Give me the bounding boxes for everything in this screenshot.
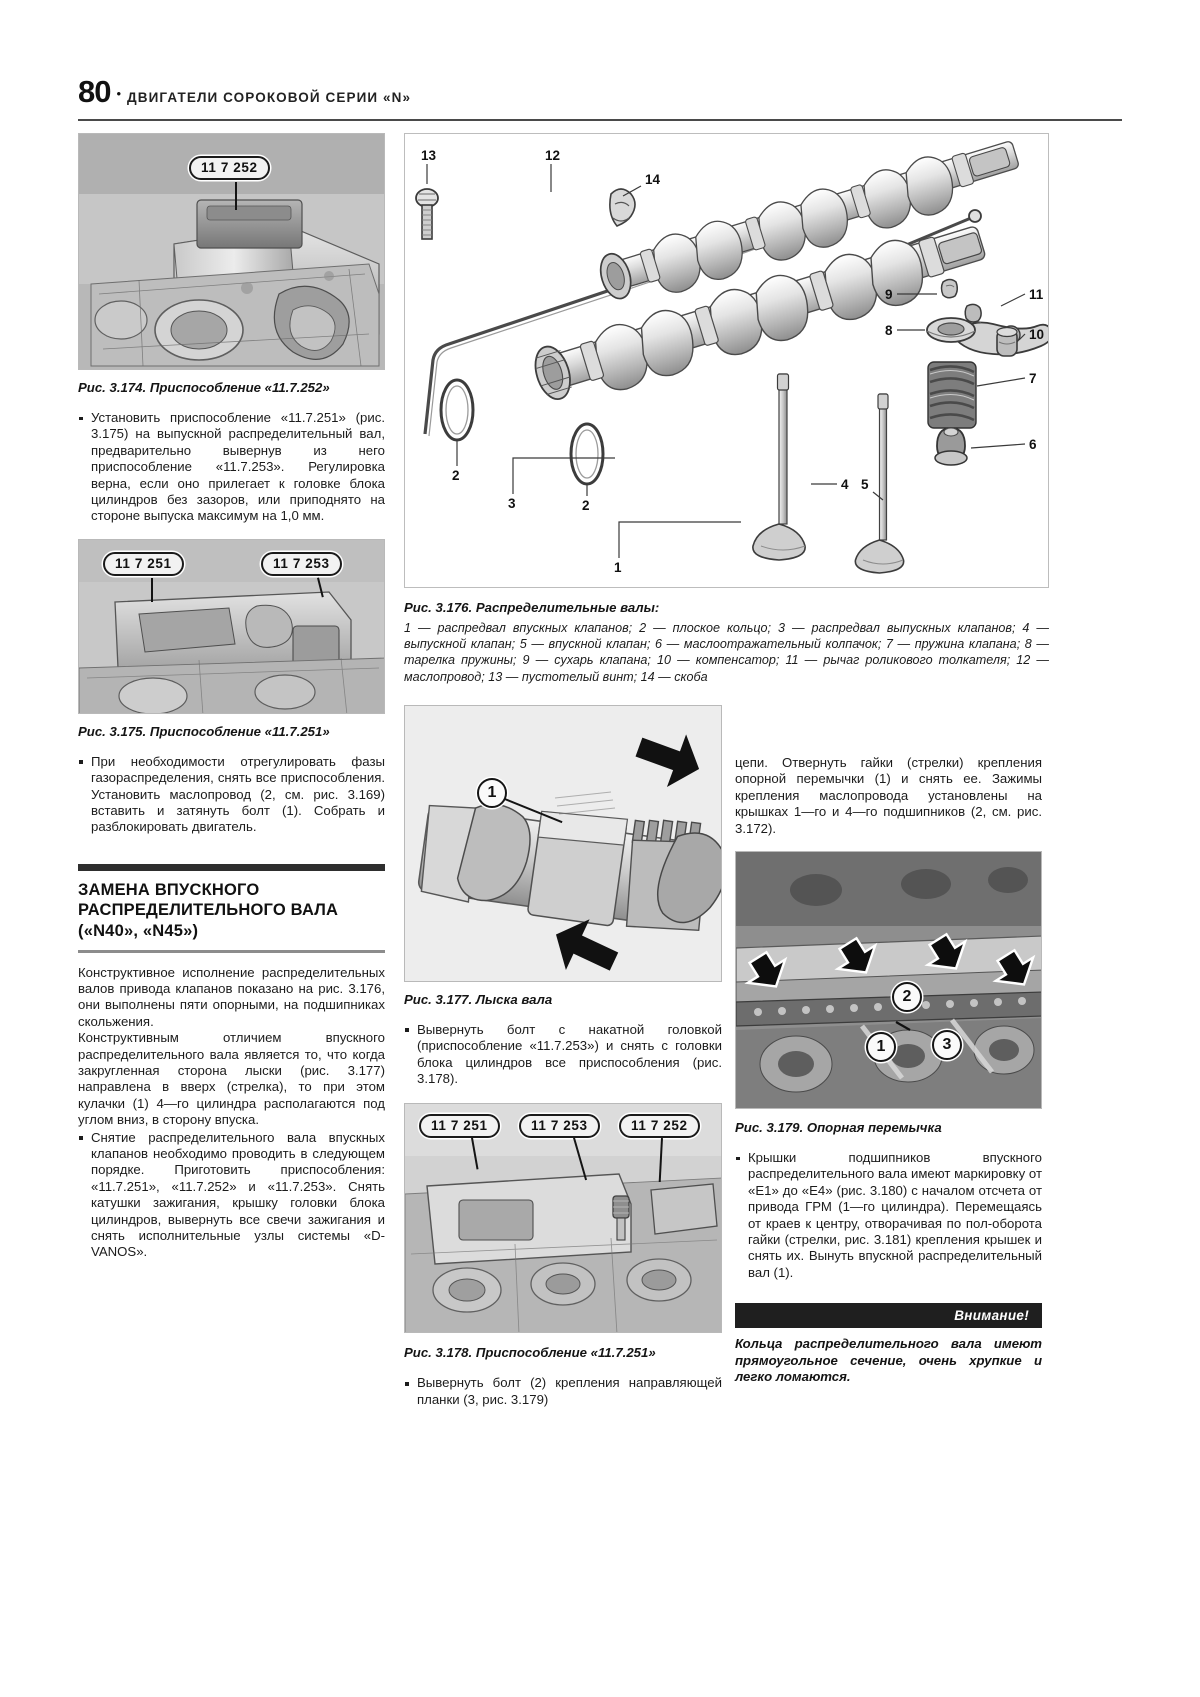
svg-text:8: 8: [885, 323, 893, 338]
header-bullet-icon: •: [116, 86, 122, 101]
svg-text:6: 6: [1029, 437, 1037, 452]
tool-label-badge: 11 7 253: [519, 1114, 600, 1138]
mid-bullet-1: Вывернуть болт с накатной головкой (приспособление «11.7.253») и снять с головки блока цилиндров все приспособления (рис. 3.178).: [404, 1022, 722, 1088]
left-column: [78, 133, 385, 1263]
svg-text:12: 12: [545, 148, 561, 163]
mid-bullet-2: Вывернуть болт (2) крепления направляющей планки (3, рис. 3.179): [404, 1375, 722, 1408]
svg-text:3: 3: [508, 496, 516, 511]
figure-3-178-photo: [404, 1103, 722, 1333]
right-bullet-1: Крышки подшипников впускного распределительного вала имеют маркировку от «Е1» до «Е4» (рис. 3.180) с началом отсчета от привода ГРМ (1—го цилиндра). Перемещаясь от краев к центру, отворачивая по пол-оборота гайки (стрелки, рис. 3.181) крепления крышек и снять их. Вынуть впускной распределительный вал (1).: [735, 1150, 1042, 1281]
warning-header-bar: [735, 1303, 1042, 1328]
svg-text:9: 9: [885, 287, 893, 302]
section-bar-top: [78, 864, 385, 871]
figure-3-177-caption: Рис. 3.177. Лыска вала: [404, 991, 553, 1007]
figure-3-175-photo: [78, 539, 385, 714]
left-paragraph-2: Конструктивным отличием впускного распределительного вала является то, что когда закругленная сторона лыски (рис. 3.177) направлена в вверх (стрелка), то при этом кулачки (1) 4—го цилиндра располагаются под углом вниз, в сторону впуска.: [78, 1030, 385, 1128]
svg-text:10: 10: [1029, 327, 1045, 342]
section-bar-bottom: [78, 950, 385, 952]
svg-text:5: 5: [861, 477, 869, 492]
figure-3-175-caption: Рис. 3.175. Приспособление «11.7.251»: [78, 723, 330, 739]
figure-3-174-caption: Рис. 3.174. Приспособление «11.7.252»: [78, 380, 330, 395]
tool-label-badge: 11 7 251: [103, 552, 184, 576]
page-header: [78, 74, 1122, 122]
section-title: ЗАМЕНА ВПУСКНОГО РАСПРЕДЕЛИТЕЛЬНОГО ВАЛА («N40», «N45»): [78, 880, 339, 940]
svg-text:7: 7: [1029, 371, 1037, 386]
warning-block: [735, 1303, 1042, 1385]
svg-text:13: 13: [421, 148, 437, 163]
page-title: ДВИГАТЕЛИ СОРОКОВОЙ СЕРИИ «N»: [127, 90, 412, 105]
tool-label-badge: 11 7 251: [419, 1114, 500, 1138]
left-bullet-2: При необходимости отрегулировать фазы газораспределения, снять все приспособления. Установить маслопровод (2, см. рис. 3.169) вставить и затянуть болт (1). Собрать и разблокировать двигатель.: [78, 754, 385, 836]
warning-text: Кольца распределительного вала имеют прямоугольное сечение, очень хрупкие и легко ломаются.: [735, 1336, 1042, 1385]
figure-3-179-image: [736, 852, 1042, 1109]
page-number: 80: [78, 74, 111, 109]
figure-3-176-diagram: [404, 133, 1049, 588]
left-bullet-1: Установить приспособление «11.7.251» (рис. 3.175) на выпускной распределительный вал, предварительно вывернув из него приспособление «11.7.253». Регулировка верна, если оно прилегает к головке блока цилиндров без зазоров, или приподнято на стороне выпуска максимум на 1,0 мм.: [78, 410, 385, 525]
callout-circle: 1: [866, 1032, 896, 1062]
callout-circle: 3: [932, 1030, 962, 1060]
left-paragraph-1: Конструктивное исполнение распределительных валов привода клапанов показано на рис. 3.176, они выполнены пяти опорными, на подшипниках скольжения.: [78, 964, 385, 1029]
section-heading-block: [78, 864, 385, 953]
tool-label-badge: 11 7 252: [189, 156, 270, 180]
svg-text:1: 1: [614, 560, 622, 575]
figure-3-176-image: [405, 134, 1049, 588]
left-bullet-3: Снятие распределительного вала впускных клапанов необходимо проводить в следующем порядке. Приготовить приспособления: «11.7.251», «11.7.252» и «11.7.253». Снять катушки зажигания, крышку головки блока цилиндров, вывернуть все свечи зажигания и снять исполнительные узлы системы «D-VANOS».: [78, 1130, 385, 1261]
svg-text:4: 4: [841, 477, 849, 492]
leader-line: [151, 578, 153, 602]
right-column: [735, 755, 1042, 1386]
figure-3-179-caption: Рис. 3.179. Опорная перемычка: [735, 1120, 942, 1136]
svg-text:2: 2: [582, 498, 590, 513]
figure-3-178-image: [405, 1104, 722, 1333]
header-divider: [78, 119, 1122, 121]
warning-title: Внимание!: [954, 1308, 1029, 1324]
figure-3-176-legend: 1 — распредвал впускных клапанов; 2 — плоское кольцо; 3 — распредвал выпускных клапанов; 4 — выпускной клапан; 5 — впускной клапан; 6 — маслоотражательный колпачок; 7 — пружина клапана; 8 — тарелка пружины; 9 — сухарь клапана; 10 — компенсатор; 11 — рычаг роликового толкателя; 12 — маслопровод; 13 — пустотелый винт; 14 — скоба: [404, 621, 1049, 684]
svg-text:11: 11: [1029, 287, 1044, 302]
leader-line: [235, 182, 237, 210]
figure-3-178-caption: Рис. 3.178. Приспособление «11.7.251»: [404, 1345, 656, 1361]
figure-3-179-photo: [735, 851, 1042, 1109]
svg-text:2: 2: [452, 468, 460, 483]
figure-3-176-caption: Рис. 3.176. Распределительные валы:: [404, 600, 660, 615]
right-paragraph-1: цепи. Отвернуть гайки (стрелки) крепления опорной перемычки (1) и снять ее. Зажимы крепления маслопровода установлены на крышках 1—го и 4—го подшипников (2, см. рис. 3.172).: [735, 755, 1042, 836]
tool-label-badge: 11 7 253: [261, 552, 342, 576]
figure-3-177-photo: [404, 705, 722, 982]
svg-text:14: 14: [645, 172, 661, 187]
figure-3-174-photo: [78, 133, 385, 370]
callout-circle: 1: [477, 778, 507, 808]
tool-label-badge: 11 7 252: [619, 1114, 700, 1138]
callout-circle: 2: [892, 982, 922, 1012]
figure-3-177-image: [405, 706, 722, 982]
